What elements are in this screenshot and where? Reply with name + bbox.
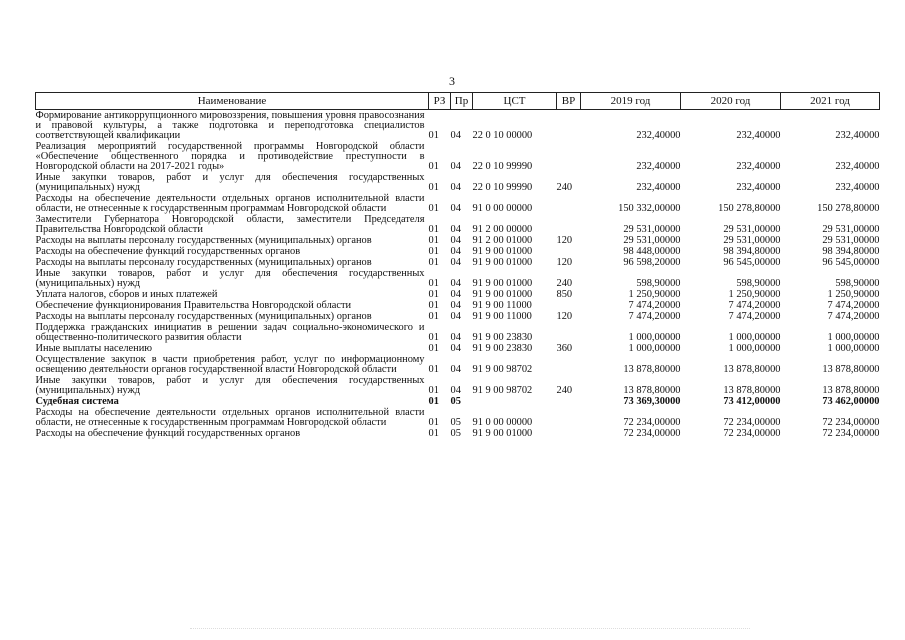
cell-name: Судебная система xyxy=(35,396,119,407)
cell-y2021: 598,90000 xyxy=(835,278,880,289)
cell-y2021: 13 878,80000 xyxy=(822,364,880,375)
header-name: Наименование xyxy=(36,93,429,110)
header-2019: 2019 год xyxy=(581,93,681,110)
cell-rz: 01 xyxy=(428,428,439,439)
budget-table xyxy=(35,92,880,439)
cell-y2021: 72 234,00000 xyxy=(822,417,880,428)
cell-pr: 04 xyxy=(450,246,461,257)
table-row xyxy=(36,246,880,257)
cell-vr: 850 xyxy=(556,289,573,300)
cell-pr: 05 xyxy=(450,396,461,407)
table-row xyxy=(36,235,880,246)
cell-rz: 01 xyxy=(428,224,439,235)
table-row xyxy=(36,110,880,142)
cell-y2020: 232,40000 xyxy=(736,161,781,172)
cell-rz: 01 xyxy=(428,343,439,354)
header-cst: ЦСТ xyxy=(473,93,557,110)
cell-y2019: 7 474,20000 xyxy=(628,311,681,322)
cell-y2019: 29 531,00000 xyxy=(623,235,681,246)
cell-vr xyxy=(557,428,581,439)
table-row xyxy=(36,343,880,354)
cell-pr: 04 xyxy=(450,235,461,246)
cell-cst xyxy=(473,396,557,407)
cell-name: Уплата налогов, сборов и иных платежей xyxy=(35,289,218,300)
cell-vr xyxy=(557,246,581,257)
cell-rz: 01 xyxy=(428,130,439,141)
cell-pr: 04 xyxy=(450,161,461,172)
cell-y2019: 1 000,00000 xyxy=(628,343,681,354)
table-row xyxy=(36,257,880,268)
cell-name: Заместители Губернатора Новгородской области, заместители Председателя Правительства Новгородской области xyxy=(35,214,425,235)
cell-y2019: 73 369,30000 xyxy=(623,396,681,407)
cell-rz: 01 xyxy=(428,278,439,289)
cell-vr xyxy=(557,110,581,142)
cell-pr: 04 xyxy=(450,311,461,322)
table-row xyxy=(36,289,880,300)
cell-rz: 01 xyxy=(428,417,439,428)
cell-rz: 01 xyxy=(428,396,439,407)
cell-y2019: 13 878,80000 xyxy=(623,364,681,375)
table-row xyxy=(36,354,880,375)
cell-rz: 01 xyxy=(428,385,439,396)
cell-pr: 04 xyxy=(450,203,461,214)
cell-name: Расходы на выплаты персоналу государственных (муниципальных) органов xyxy=(35,257,372,268)
cell-y2021: 98 394,80000 xyxy=(822,246,880,257)
cell-rz: 01 xyxy=(428,257,439,268)
cell-y2020: 150 278,80000 xyxy=(718,203,781,214)
cell-pr: 04 xyxy=(450,332,461,343)
cell-cst: 91 9 00 01000 xyxy=(472,289,533,300)
cell-y2020: 72 234,00000 xyxy=(723,428,781,439)
cell-name: Иные закупки товаров, работ и услуг для обеспечения государственных (муниципальных) нужд xyxy=(35,375,425,396)
table-row xyxy=(36,193,880,214)
cell-y2019: 1 000,00000 xyxy=(628,332,681,343)
cell-y2020: 7 474,20000 xyxy=(728,300,781,311)
cell-y2021: 72 234,00000 xyxy=(822,428,880,439)
cell-pr: 04 xyxy=(450,182,461,193)
cell-pr: 04 xyxy=(450,278,461,289)
cell-y2021: 1 000,00000 xyxy=(827,343,880,354)
cell-y2020: 13 878,80000 xyxy=(723,364,781,375)
cell-name: Иные закупки товаров, работ и услуг для обеспечения государственных (муниципальных) нужд xyxy=(35,172,425,193)
cell-y2021: 7 474,20000 xyxy=(827,300,880,311)
cell-y2021: 73 462,00000 xyxy=(822,396,880,407)
cell-y2019: 72 234,00000 xyxy=(623,417,681,428)
cell-rz: 01 xyxy=(428,235,439,246)
table-row xyxy=(36,214,880,235)
cell-y2021: 150 278,80000 xyxy=(817,203,880,214)
table-row xyxy=(36,311,880,322)
cell-name: Расходы на обеспечение функций государственных органов xyxy=(35,246,301,257)
cell-y2020: 72 234,00000 xyxy=(723,417,781,428)
cell-pr: 04 xyxy=(450,224,461,235)
cell-name: Расходы на обеспечение функций государственных органов xyxy=(35,428,301,439)
table-row xyxy=(36,375,880,396)
cell-vr xyxy=(557,322,581,343)
cell-cst: 91 9 00 11000 xyxy=(472,311,532,322)
cell-y2021: 7 474,20000 xyxy=(827,311,880,322)
cell-name: Осуществление закупок в части приобретения работ, услуг по информационному освещению деятельности органов государственной власти Новгородской области xyxy=(35,354,425,375)
cell-pr: 04 xyxy=(450,300,461,311)
cell-cst: 91 9 00 01000 xyxy=(472,257,533,268)
cell-y2020: 96 545,00000 xyxy=(723,257,781,268)
cell-y2020: 29 531,00000 xyxy=(723,224,781,235)
cell-vr xyxy=(557,407,581,428)
cell-cst: 22 0 10 99990 xyxy=(472,182,533,193)
cell-cst: 91 9 00 98702 xyxy=(472,364,533,375)
cell-y2019: 232,40000 xyxy=(636,182,681,193)
header-rz: РЗ xyxy=(429,93,451,110)
cell-pr: 05 xyxy=(450,428,461,439)
cell-y2019: 96 598,20000 xyxy=(623,257,681,268)
cell-rz: 01 xyxy=(428,300,439,311)
cell-name: Реализация мероприятий государственной программы Новгородской области «Обеспечение общественного порядка и противодействие преступности в Новгородской области на 2017-2021 годы» xyxy=(35,141,425,172)
table-row xyxy=(36,172,880,193)
cell-y2020: 1 000,00000 xyxy=(728,343,781,354)
cell-cst: 91 2 00 00000 xyxy=(472,224,533,235)
cell-vr: 240 xyxy=(556,385,573,396)
cell-y2020: 73 412,00000 xyxy=(723,396,781,407)
cell-rz: 01 xyxy=(428,332,439,343)
header-2020: 2020 год xyxy=(681,93,781,110)
cell-y2019: 232,40000 xyxy=(636,130,681,141)
cell-y2021: 232,40000 xyxy=(835,161,880,172)
cell-y2020: 29 531,00000 xyxy=(723,235,781,246)
cell-pr: 05 xyxy=(450,417,461,428)
cell-vr xyxy=(557,193,581,214)
cell-y2021: 29 531,00000 xyxy=(822,224,880,235)
cell-y2019: 72 234,00000 xyxy=(623,428,681,439)
cell-y2020: 7 474,20000 xyxy=(728,311,781,322)
cell-pr: 04 xyxy=(450,364,461,375)
table-header xyxy=(36,93,880,110)
cell-rz: 01 xyxy=(428,182,439,193)
cell-y2019: 1 250,90000 xyxy=(628,289,681,300)
cell-vr: 360 xyxy=(556,343,573,354)
cell-rz: 01 xyxy=(428,203,439,214)
cell-name: Расходы на выплаты персоналу государственных (муниципальных) органов xyxy=(35,311,372,322)
cell-y2019: 7 474,20000 xyxy=(628,300,681,311)
cell-y2021: 1 250,90000 xyxy=(827,289,880,300)
header-vr: ВР xyxy=(557,93,581,110)
scan-artifact-line xyxy=(190,628,750,633)
cell-name: Иные закупки товаров, работ и услуг для обеспечения государственных (муниципальных) нужд xyxy=(35,268,425,289)
cell-y2019: 150 332,00000 xyxy=(618,203,681,214)
cell-name: Обеспечение функционирования Правительства Новгородской области xyxy=(35,300,352,311)
cell-pr: 04 xyxy=(450,343,461,354)
cell-y2021: 13 878,80000 xyxy=(822,385,880,396)
cell-name: Расходы на выплаты персоналу государственных (муниципальных) органов xyxy=(35,235,372,246)
cell-vr: 120 xyxy=(556,311,573,322)
cell-y2019: 232,40000 xyxy=(636,161,681,172)
cell-rz: 01 xyxy=(428,364,439,375)
cell-cst: 22 0 10 99990 xyxy=(472,161,533,172)
cell-rz: 01 xyxy=(428,311,439,322)
cell-cst: 91 9 00 01000 xyxy=(472,246,533,257)
cell-pr: 04 xyxy=(450,130,461,141)
cell-pr: 04 xyxy=(450,289,461,300)
cell-name: Расходы на обеспечение деятельности отдельных органов исполнительной власти области, не отнесенные к государственным программам Новгородской области xyxy=(35,193,425,214)
cell-cst: 91 0 00 00000 xyxy=(472,417,533,428)
cell-rz: 01 xyxy=(428,289,439,300)
cell-y2019: 29 531,00000 xyxy=(623,224,681,235)
cell-cst: 91 9 00 01000 xyxy=(472,278,533,289)
cell-vr xyxy=(557,354,581,375)
cell-vr xyxy=(557,396,581,407)
cell-y2021: 29 531,00000 xyxy=(822,235,880,246)
cell-cst: 91 9 00 23830 xyxy=(472,332,533,343)
cell-y2020: 1 000,00000 xyxy=(728,332,781,343)
cell-y2021: 1 000,00000 xyxy=(827,332,880,343)
cell-cst: 91 9 00 01000 xyxy=(472,428,533,439)
page-number: 3 xyxy=(449,74,455,88)
cell-cst: 22 0 10 00000 xyxy=(472,130,533,141)
table-row xyxy=(36,300,880,311)
cell-vr xyxy=(557,214,581,235)
cell-vr: 120 xyxy=(556,235,573,246)
cell-vr: 120 xyxy=(556,257,573,268)
cell-y2020: 232,40000 xyxy=(736,130,781,141)
cell-vr: 240 xyxy=(556,182,573,193)
cell-name: Поддержка гражданских инициатив в решении задач социально-экономического и общественно-политического развития области xyxy=(35,322,425,343)
table-row xyxy=(36,428,880,439)
cell-y2021: 232,40000 xyxy=(835,182,880,193)
cell-cst: 91 9 00 23830 xyxy=(472,343,533,354)
cell-name: Расходы на обеспечение деятельности отдельных органов исполнительной власти области, не отнесенные к государственным программам Новгородской области xyxy=(35,407,425,428)
cell-y2020: 1 250,90000 xyxy=(728,289,781,300)
cell-vr xyxy=(557,300,581,311)
cell-y2019: 598,90000 xyxy=(636,278,681,289)
cell-vr: 240 xyxy=(556,278,573,289)
cell-cst: 91 9 00 98702 xyxy=(472,385,533,396)
cell-rz: 01 xyxy=(428,246,439,257)
cell-y2020: 13 878,80000 xyxy=(723,385,781,396)
cell-pr: 04 xyxy=(450,385,461,396)
cell-cst: 91 0 00 00000 xyxy=(472,203,533,214)
header-pr: Пр xyxy=(451,93,473,110)
table-row xyxy=(36,407,880,428)
cell-y2020: 598,90000 xyxy=(736,278,781,289)
table-row xyxy=(36,322,880,343)
cell-y2019: 13 878,80000 xyxy=(623,385,681,396)
cell-y2021: 96 545,00000 xyxy=(822,257,880,268)
table-row xyxy=(36,396,880,407)
cell-y2021: 232,40000 xyxy=(835,130,880,141)
cell-y2020: 98 394,80000 xyxy=(723,246,781,257)
table-row xyxy=(36,141,880,172)
cell-y2019: 98 448,00000 xyxy=(623,246,681,257)
cell-cst: 91 2 00 01000 xyxy=(472,235,533,246)
cell-vr xyxy=(557,141,581,172)
cell-cst: 91 9 00 11000 xyxy=(472,300,532,311)
table-body xyxy=(36,110,880,440)
header-2021: 2021 год xyxy=(781,93,880,110)
table-row xyxy=(36,268,880,289)
cell-pr: 04 xyxy=(450,257,461,268)
cell-name: Формирование антикоррупционного мировоззрения, повышения уровня правосознания и правовой культуры, а также подготовка и переподготовка специалистов соответствующей квалификации xyxy=(35,110,425,141)
cell-y2020: 232,40000 xyxy=(736,182,781,193)
cell-name: Иные выплаты населению xyxy=(35,343,153,354)
cell-rz: 01 xyxy=(428,161,439,172)
